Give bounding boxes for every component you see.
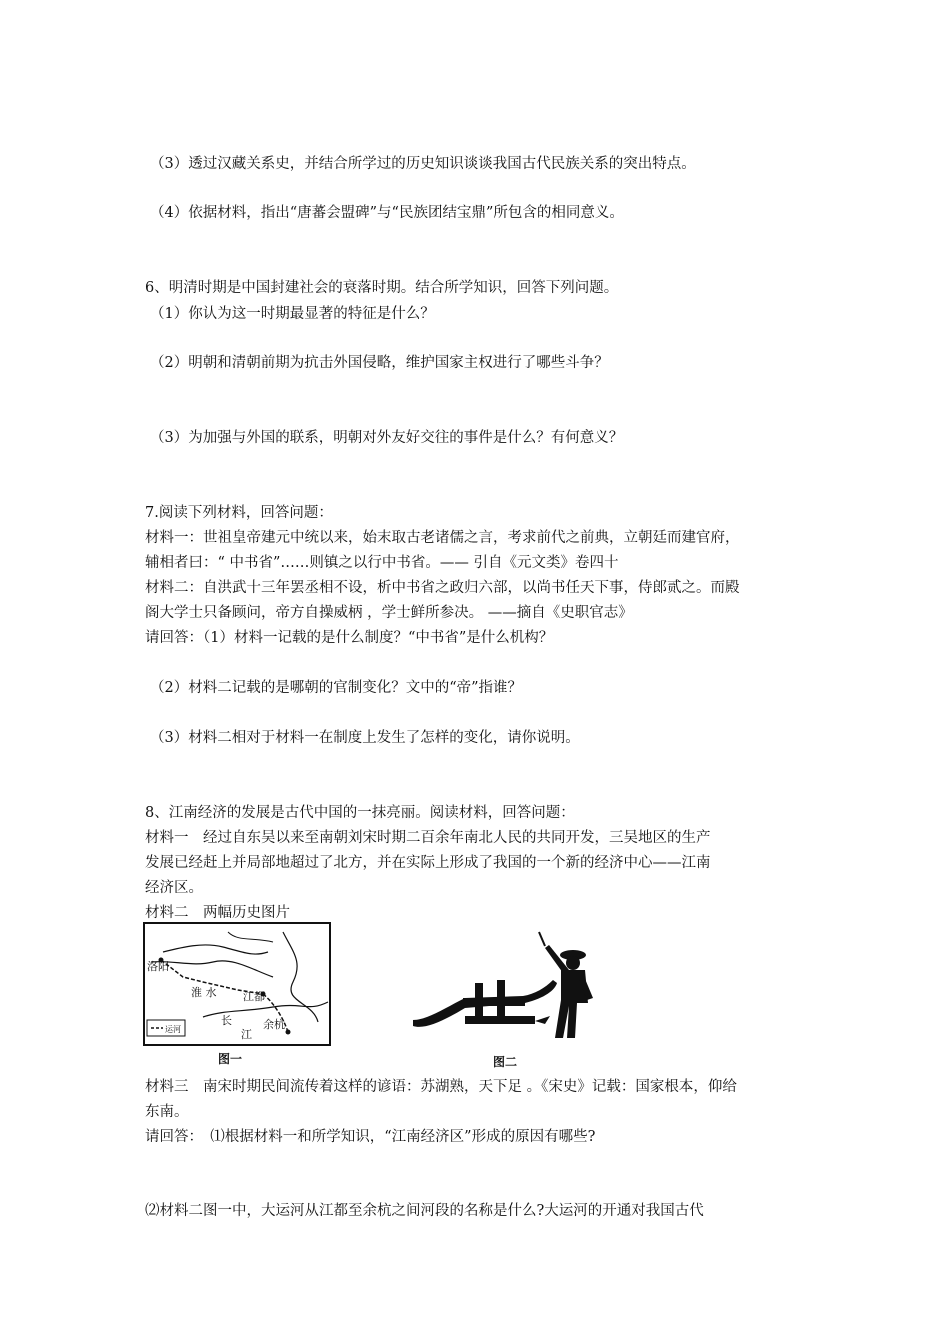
map-label-yuhang: 余杭 bbox=[263, 1018, 285, 1031]
map-legend-canal: 运河 bbox=[165, 1025, 181, 1034]
question-8-part-2: ⑵材料二图一中，大运河从江都至余杭之间河段的名称是什么?大运河的开通对我国古代 bbox=[145, 1203, 704, 1219]
question-6-part-2: （2）明朝和清朝前期为抗击外国侵略，维护国家主权进行了哪些斗争？ bbox=[150, 355, 609, 371]
map-label-jiangdu: 江都 bbox=[243, 990, 265, 1003]
question-7-ask-1: 请回答：（1）材料一记载的是什么制度？“中书省”是什么机构？ bbox=[145, 630, 554, 646]
map-label-luoyang: 洛阳 bbox=[147, 960, 169, 973]
question-8-material-1-line-3: 经济区。 bbox=[145, 880, 203, 896]
question-6-part-3: （3）为加强与外国的联系，明朝对外友好交往的事件是什么？有何意义？ bbox=[150, 430, 624, 446]
question-8-material-3-line-1: 材料三 南宋时期民间流传着这样的谚语：苏湖熟，天下足 。《宋史》记载：国家根本，仰给 bbox=[145, 1079, 737, 1095]
question-8-material-2: 材料二 两幅历史图片 bbox=[145, 905, 290, 921]
question-7-material-1-line-1: 材料一：世祖皇帝建元中统以来，始末取古老诸儒之言，考求前代之前典，立朝廷而建官府， bbox=[145, 530, 740, 546]
question-7-material-1-line-2: 辅相者曰：“ 中书省”……则镇之以行中书省。—— 引自《元文类》卷四十 bbox=[145, 555, 619, 571]
question-8-stem: 8、江南经济的发展是古代中国的一抹亮丽。阅读材料，回答问题： bbox=[145, 805, 575, 821]
map-label-jiang: 江 bbox=[241, 1028, 252, 1041]
question-8-material-1-line-1: 材料一 经过自东吴以来至南朝刘宋时期二百余年南北人民的共同开发，三吴地区的生产 bbox=[145, 830, 711, 846]
question-7-part-2: （2）材料二记载的是哪朝的官制变化？文中的“帝”指谁？ bbox=[150, 680, 523, 696]
map-label-huaishui: 淮 水 bbox=[191, 986, 217, 999]
ploughing-farmer-image bbox=[405, 928, 605, 1046]
figure-1-caption: 图一 bbox=[218, 1052, 243, 1066]
question-7-material-2-line-1: 材料二：自洪武十三年罢丞相不设，析中书省之政归六部，以尚书任天下事，侍郎贰之。而殿 bbox=[145, 580, 740, 596]
question-8-material-3-line-2: 东南。 bbox=[145, 1104, 189, 1120]
figure-2-caption: 图二 bbox=[493, 1055, 518, 1069]
grand-canal-map bbox=[143, 922, 331, 1047]
question-7-stem: 7.阅读下列材料，回答问题： bbox=[145, 505, 333, 521]
question-6-part-1: （1）你认为这一时期最显著的特征是什么？ bbox=[150, 306, 435, 322]
question-7-part-3: （3）材料二相对于材料一在制度上发生了怎样的变化，请你说明。 bbox=[150, 730, 580, 746]
question-8-material-1-line-2: 发展已经赶上并局部地超过了北方，并在实际上形成了我国的一个新的经济中心——江南 bbox=[145, 855, 711, 871]
question-7-material-2-line-2: 阁大学士只备顾问，帝方自操威柄 ，学士鲜所参决。 ——摘自《史职官志》 bbox=[145, 605, 633, 621]
question-5-part-3: （3）透过汉藏关系史，并结合所学过的历史知识谈谈我国古代民族关系的突出特点。 bbox=[150, 156, 696, 172]
question-6-stem: 6、明清时期是中国封建社会的衰落时期。结合所学知识，回答下列问题。 bbox=[145, 280, 619, 296]
question-5-part-4: （4）依据材料，指出“唐蕃会盟碑”与“民族团结宝鼎”所包含的相同意义。 bbox=[150, 205, 624, 221]
map-label-chang: 长 bbox=[221, 1014, 232, 1027]
question-8-ask-1: 请回答： ⑴根据材料一和所学知识，“江南经济区”形成的原因有哪些? bbox=[145, 1129, 596, 1145]
